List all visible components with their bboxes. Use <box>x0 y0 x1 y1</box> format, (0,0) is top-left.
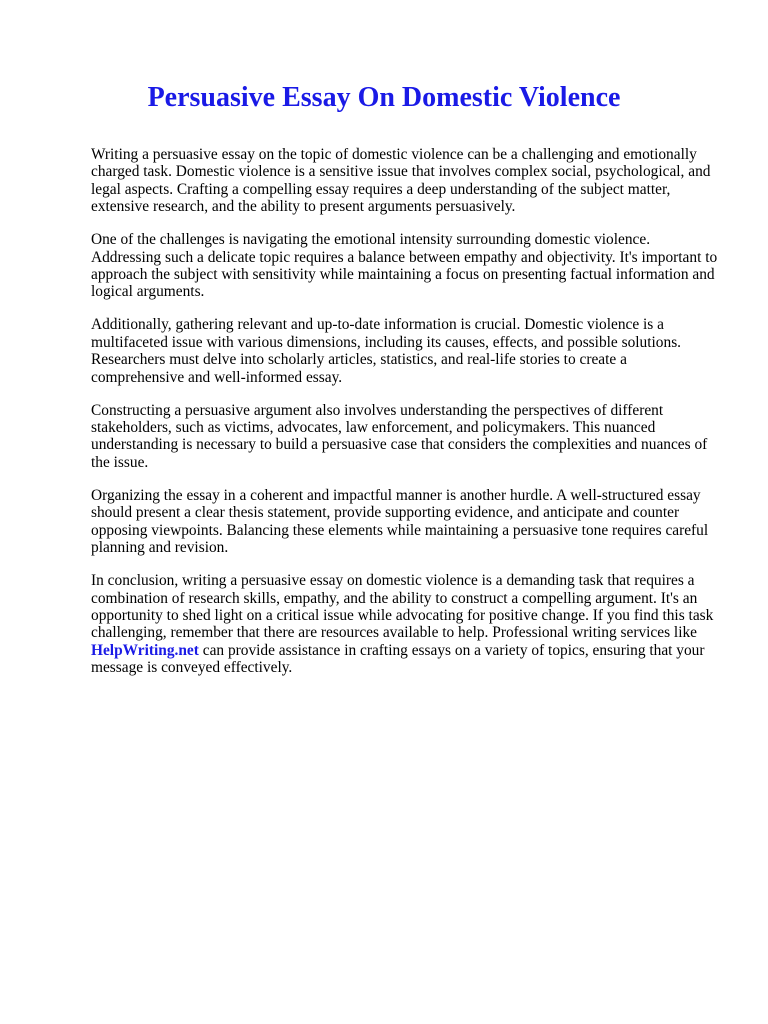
helpwriting-link[interactable]: HelpWriting.net <box>91 641 199 659</box>
paragraph-conclusion <box>91 572 721 676</box>
document-body <box>91 146 721 692</box>
paragraph-research: Additionally, gathering relevant and up-to-date information is crucial. Domestic violence is a multifaceted issue with various dimensions, including its causes, effects, and possible solutions. Researchers must delve into scholarly articles, statistics, and real-life stories to create a comprehensive and well-informed essay. <box>91 316 682 386</box>
paragraph-organization: Organizing the essay in a coherent and impactful manner is another hurdle. A well-structured essay should present a clear thesis statement, provide supporting evidence, and anticipate and counter opposing viewpoints. Balancing these elements while maintaining a persuasive tone requires careful planning and revision. <box>91 486 709 557</box>
paragraph-emotional-challenge: One of the challenges is navigating the emotional intensity surrounding domestic violence. Addressing such a delicate topic requires a balance between empathy and objectivity. It's important to approach the subject with sensitivity while maintaining a focus on presenting factual information and logical arguments. <box>91 231 718 301</box>
conclusion-text-after-link: can provide assistance in crafting essays on a variety of topics, ensuring that your message is conveyed effectively. <box>91 641 705 677</box>
paragraph-intro: Writing a persuasive essay on the topic of domestic violence can be a challenging and emotionally charged task. Domestic violence is a sensitive issue that involves complex social, psychological, and legal aspects. Crafting a compelling essay requires a deep understanding of the subject matter, extensive research, and the ability to present arguments persuasively. <box>91 146 711 216</box>
document-title: Persuasive Essay On Domestic Violence <box>147 82 621 113</box>
conclusion-text-before-link: In conclusion, writing a persuasive essay on domestic violence is a demanding task that requires a combination of research skills, empathy, and the ability to construct a compelling argument. It's an opportunity to shed light on a critical issue while advocating for positive change. If you find this task challenging, remember that there are resources available to help. Professional writing services like <box>91 572 714 642</box>
paragraph-stakeholders: Constructing a persuasive argument also involves understanding the perspectives of different stakeholders, such as victims, advocates, law enforcement, and policymakers. This nuanced understanding is necessary to build a persuasive case that considers the complexities and nuances of the issue. <box>91 401 708 471</box>
